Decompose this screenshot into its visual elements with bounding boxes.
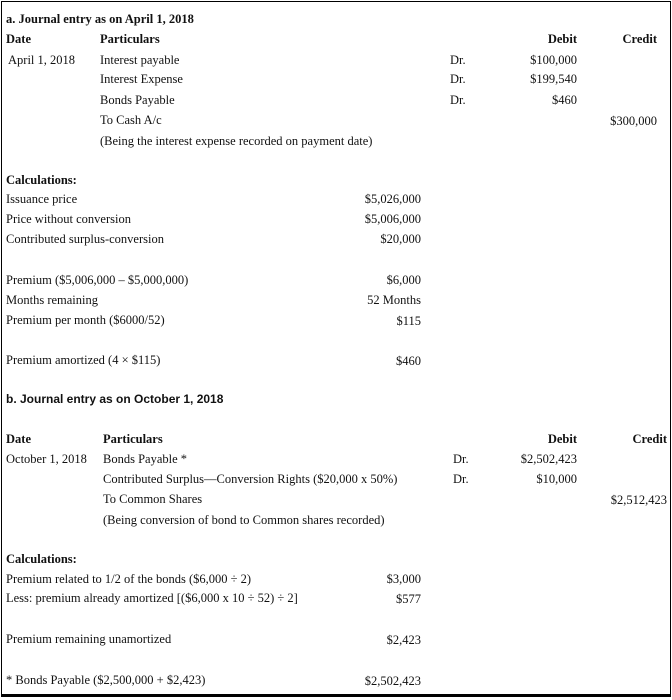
part-a-row-dr: Dr. <box>450 72 466 86</box>
calc-label: Months remaining <box>6 293 99 307</box>
part-a-entry-date: April 1, 2018 <box>8 53 76 67</box>
part-a-row-dr: Dr. <box>450 53 466 67</box>
calc-value: $6,000 <box>386 273 421 287</box>
part-a-row-particulars: Bonds Payable <box>100 93 175 107</box>
part-a-row-credit: $300,000 <box>610 114 657 128</box>
part-b-row-debit: $10,000 <box>536 472 577 486</box>
calc-label: Premium related to 1/2 of the bonds ($6,000 ÷ 2) <box>6 572 252 586</box>
part-b-row-particulars: Contributed Surplus—Conversion Rights ($20,000 x 50%) <box>103 472 398 486</box>
calc-value: $20,000 <box>380 232 421 246</box>
part-b-row-credit: $2,512,423 <box>610 493 667 507</box>
calc-label: Issuance price <box>6 192 78 206</box>
calc-value: 52 Months <box>367 293 421 307</box>
part-b-row-particulars: Bonds Payable * <box>103 452 188 466</box>
calc-value: $5,006,000 <box>364 212 421 226</box>
calc-label: Premium amortized (4 × $115) <box>6 353 161 367</box>
calc-label: Premium per month ($6000/52) <box>6 313 165 327</box>
calc-value: $460 <box>396 354 421 368</box>
calc-value: $577 <box>396 592 421 606</box>
part-a-debit-header: Debit <box>547 32 577 46</box>
calc-value: $115 <box>396 314 421 328</box>
calc-label: Less: premium already amortized [($6,000 x 10 ÷ 52) ÷ 2] <box>6 591 298 605</box>
part-b-narration: (Being conversion of bond to Common shares recorded) <box>103 513 385 527</box>
part-a-heading: a. Journal entry as on April 1, 2018 <box>6 12 194 26</box>
part-b-date-header: Date <box>6 432 31 446</box>
calc-label: Premium ($5,006,000 – $5,000,000) <box>6 273 189 287</box>
part-a-row-particulars: Interest payable <box>100 53 180 67</box>
part-b-row-dr: Dr. <box>453 472 469 486</box>
part-b-credit-header: Credit <box>632 432 667 446</box>
part-b-entry-date: October 1, 2018 <box>6 452 87 466</box>
part-a-date-header: Date <box>6 32 31 46</box>
footnote-label: * Bonds Payable ($2,500,000 + $2,423) <box>6 673 206 687</box>
part-a-row-particulars: Interest Expense <box>100 72 183 86</box>
part-a-particulars-header: Particulars <box>100 32 160 46</box>
part-a-row-debit: $100,000 <box>530 53 577 67</box>
part-b-row-particulars: To Common Shares <box>103 492 203 506</box>
calc-label: Contributed surplus-conversion <box>6 232 164 246</box>
part-a-row-debit: $460 <box>552 93 577 107</box>
part-a-row-dr: Dr. <box>450 93 466 107</box>
part-b-debit-header: Debit <box>547 432 577 446</box>
part-a-narration: (Being the interest expense recorded on payment date) <box>100 134 373 148</box>
calc-value: $5,026,000 <box>364 192 421 206</box>
part-a-row-particulars: To Cash A/c <box>100 113 162 127</box>
footnote-value: $2,502,423 <box>364 674 421 688</box>
part-b-row-dr: Dr. <box>453 452 469 466</box>
part-b-row-debit: $2,502,423 <box>520 452 577 466</box>
part-a-calculations-title: Calculations: <box>6 173 77 187</box>
calc-value: $3,000 <box>386 572 421 586</box>
calc-label: Premium remaining unamortized <box>6 632 172 646</box>
part-b-heading: b. Journal entry as on October 1, 2018 <box>6 392 224 406</box>
part-b-particulars-header: Particulars <box>103 432 163 446</box>
part-a-credit-header: Credit <box>622 32 657 46</box>
part-a-row-debit: $199,540 <box>530 72 577 86</box>
part-b-calculations-title: Calculations: <box>6 552 77 566</box>
calc-label: Price without conversion <box>6 212 131 226</box>
calc-value: $2,423 <box>386 633 421 647</box>
